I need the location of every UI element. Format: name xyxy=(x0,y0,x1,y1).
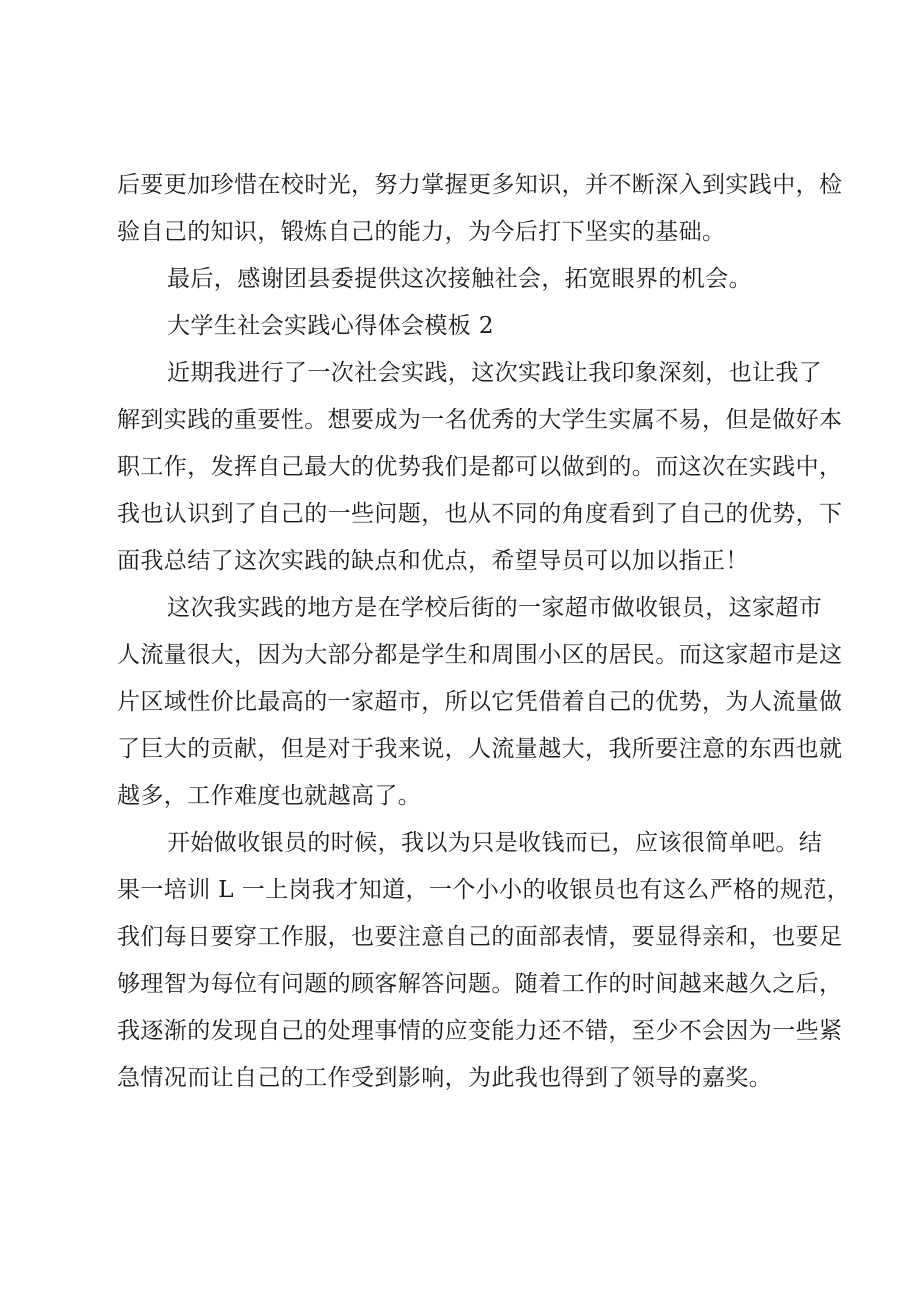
section-heading: 大学生社会实践心得体会模板 2 xyxy=(167,313,494,339)
document-body xyxy=(117,162,851,1102)
text-line: 近期我进行了一次社会实践，这次实践让我印象深刻，也让我了 xyxy=(167,360,823,386)
text-line: 最后，感谢团县委提供这次接触社会，拓宽眼界的机会。 xyxy=(167,266,752,292)
text-line: 职工作，发挥自己最大的优势我们是都可以做到的。而这次在实践中， xyxy=(117,454,843,480)
text-line: 果一培训 L 一上岗我才知道，一个小小的收银员也有这么严格的规范， xyxy=(117,877,851,903)
text-line: 我也认识到了自己的一些问题，也从不同的角度看到了自己的优势，下 xyxy=(117,501,843,527)
text-line: 人流量很大，因为大部分都是学生和周围小区的居民。而这家超市是这 xyxy=(117,642,843,668)
text-line: 我逐渐的发现自己的处理事情的应变能力还不错，至少不会因为一些紧 xyxy=(117,1018,843,1044)
text-line: 我们每日要穿工作服，也要注意自己的面部表情，要显得亲和，也要足 xyxy=(117,924,843,950)
text-line: 验自己的知识，锻炼自己的能力，为今后打下坚实的基础。 xyxy=(117,219,726,245)
text-line: 后要更加珍惜在校时光，努力掌握更多知识，并不断深入到实践中，检 xyxy=(117,172,843,198)
text-line: 了巨大的贡献，但是对于我来说，人流量越大，我所要注意的东西也就 xyxy=(117,736,843,762)
text-line: 急情况而让自己的工作受到影响，为此我也得到了领导的嘉奖。 xyxy=(117,1065,773,1091)
text-line: 开始做收银员的时候，我以为只是收钱而已，应该很简单吧。结 xyxy=(167,830,823,856)
text-line: 越多，工作难度也就越高了。 xyxy=(117,783,422,809)
text-line: 片区域性价比最高的一家超市，所以它凭借着自己的优势，为人流量做 xyxy=(117,689,843,715)
text-line: 这次我实践的地方是在学校后街的一家超市做收银员，这家超市 xyxy=(167,595,823,621)
text-line: 解到实践的重要性。想要成为一名优秀的大学生实属不易，但是做好本 xyxy=(117,407,843,433)
text-line: 面我总结了这次实践的缺点和优点，希望导员可以加以指正！ xyxy=(117,548,749,574)
text-line: 够理智为每位有问题的顾客解答问题。随着工作的时间越来越久之后， xyxy=(117,971,843,997)
